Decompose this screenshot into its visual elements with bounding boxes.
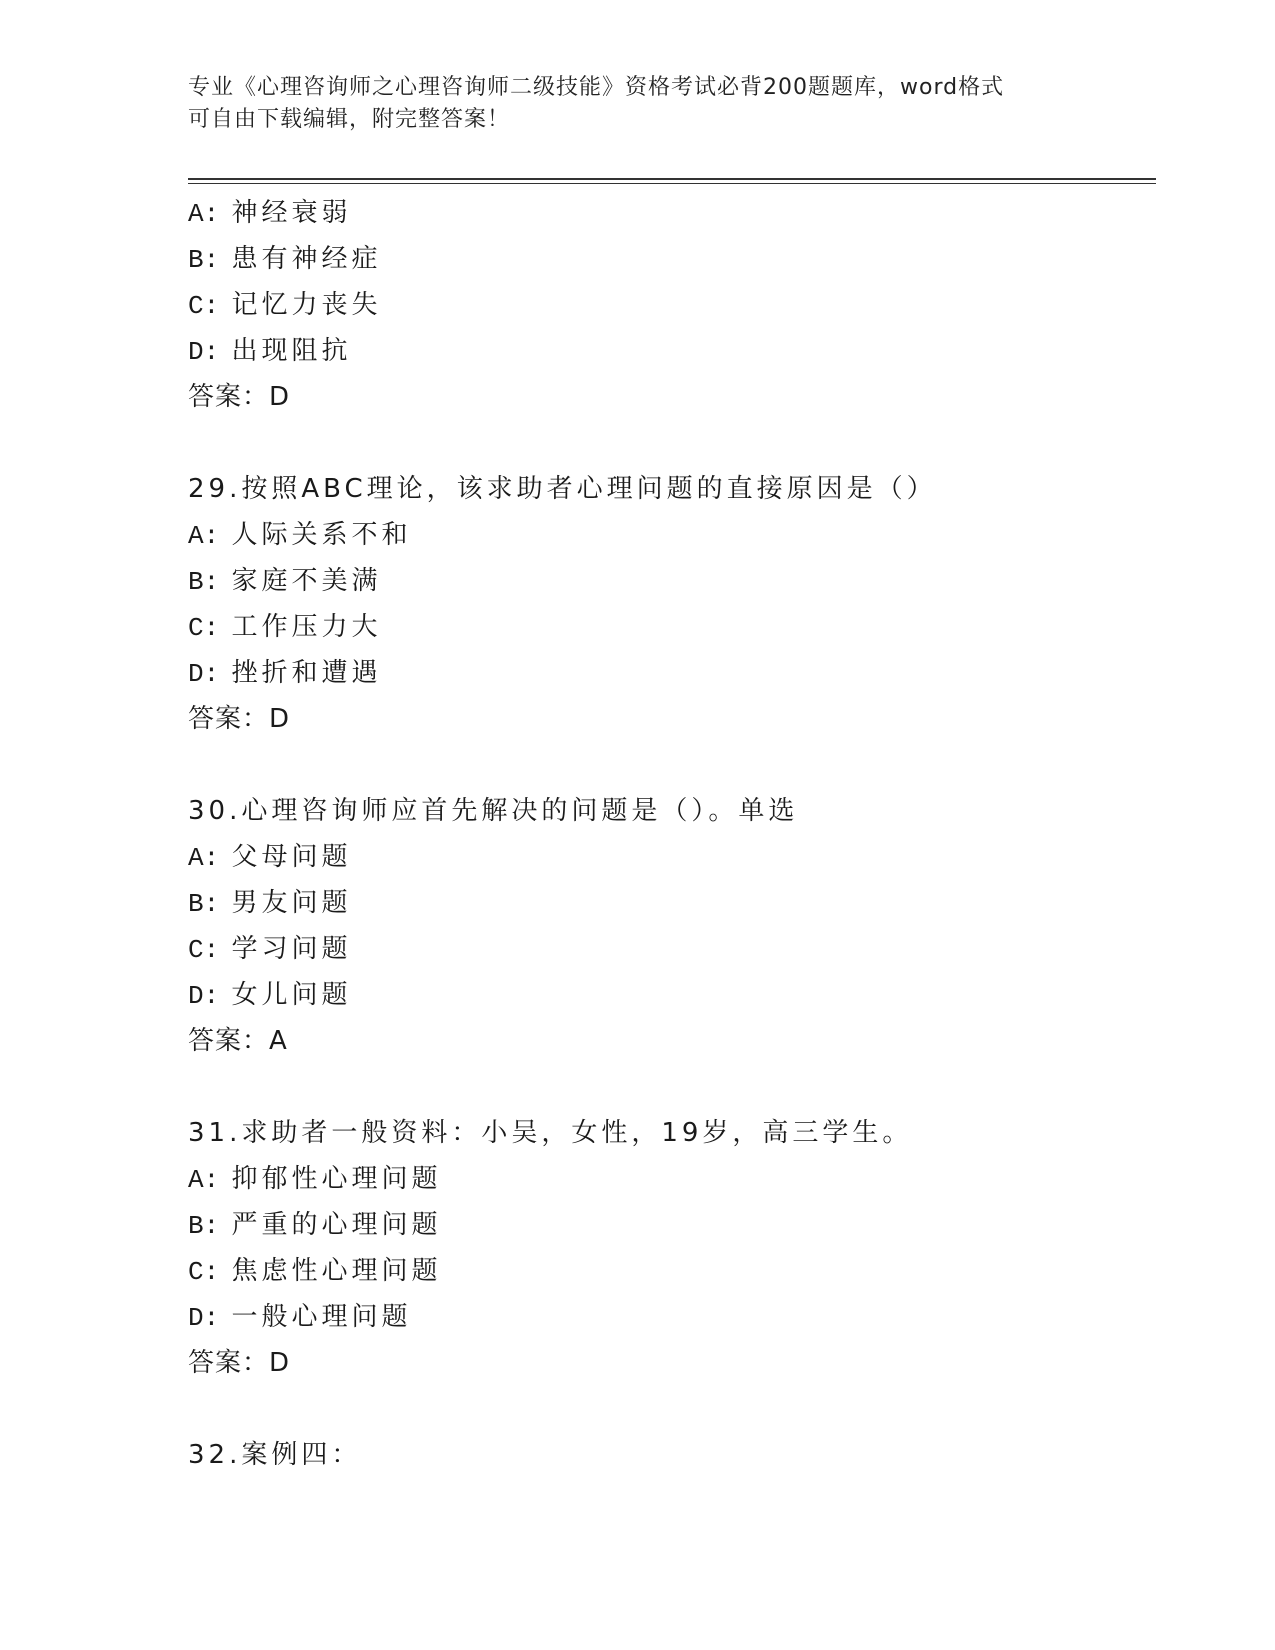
option-row	[188, 604, 1148, 650]
option-text: 学习问题	[231, 934, 352, 964]
question-text: 31.求助者一般资料：小吴，女性，19岁，高三学生。	[188, 1118, 913, 1148]
option-text: 工作压力大	[231, 612, 382, 642]
question-text: 32.案例四：	[188, 1440, 362, 1470]
option-letter: C:	[188, 935, 220, 965]
question-text: 29.按照ABC理论，该求助者心理问题的直接原因是（）	[188, 474, 937, 504]
question-block	[188, 742, 1148, 1064]
option-letter: A:	[188, 843, 220, 873]
question-block	[188, 1386, 1148, 1478]
option-text: 男友问题	[231, 888, 352, 918]
answer-text: 答案：D	[188, 704, 291, 734]
header-line-1: 专业《心理咨询师之心理咨询师二级技能》资格考试必背200题题库，word格式	[188, 75, 1005, 100]
option-letter: D:	[188, 337, 220, 367]
option-row	[188, 1156, 1148, 1202]
option-row	[188, 834, 1148, 880]
option-text: 抑郁性心理问题	[231, 1164, 442, 1194]
option-letter: B:	[188, 889, 220, 919]
answer-text: 答案：A	[188, 1026, 288, 1056]
option-row	[188, 512, 1148, 558]
document-header	[188, 72, 1088, 136]
option-letter: B:	[188, 245, 220, 275]
option-text: 挫折和遭遇	[231, 658, 382, 688]
option-row	[188, 880, 1148, 926]
option-letter: D:	[188, 1303, 220, 1333]
option-text: 人际关系不和	[231, 520, 412, 550]
option-text: 家庭不美满	[231, 566, 382, 596]
option-text: 出现阻抗	[231, 336, 352, 366]
answer-text: 答案：D	[188, 382, 291, 412]
block-spacer	[188, 1064, 1148, 1110]
option-row	[188, 1294, 1148, 1340]
option-row	[188, 1202, 1148, 1248]
question-block	[188, 420, 1148, 742]
header-rule-thick	[188, 178, 1156, 180]
option-text: 患有神经症	[231, 244, 382, 274]
option-row	[188, 190, 1148, 236]
option-text: 父母问题	[231, 842, 352, 872]
option-letter: C:	[188, 613, 220, 643]
option-row	[188, 1248, 1148, 1294]
option-letter: B:	[188, 1211, 220, 1241]
option-letter: C:	[188, 1257, 220, 1287]
header-rule-thin	[188, 183, 1156, 184]
question-block	[188, 190, 1148, 420]
option-row	[188, 972, 1148, 1018]
option-text: 一般心理问题	[231, 1302, 412, 1332]
option-letter: A:	[188, 521, 220, 551]
option-text: 神经衰弱	[231, 198, 352, 228]
option-row	[188, 558, 1148, 604]
option-text: 女儿问题	[231, 980, 352, 1010]
block-spacer	[188, 420, 1148, 466]
option-letter: A:	[188, 1165, 220, 1195]
question-text: 30.心理咨询师应首先解决的问题是（）。单选	[188, 796, 799, 826]
option-text: 记忆力丧失	[231, 290, 382, 320]
option-row	[188, 282, 1148, 328]
option-letter: C:	[188, 291, 220, 321]
option-row	[188, 650, 1148, 696]
block-spacer	[188, 742, 1148, 788]
option-letter: D:	[188, 659, 220, 689]
block-spacer	[188, 1386, 1148, 1432]
option-row	[188, 926, 1148, 972]
option-letter: B:	[188, 567, 220, 597]
question-block	[188, 1064, 1148, 1386]
option-row	[188, 328, 1148, 374]
option-letter: D:	[188, 981, 220, 1011]
option-text: 严重的心理问题	[231, 1210, 442, 1240]
header-line-2: 可自由下载编辑，附完整答案！	[188, 107, 511, 132]
option-row	[188, 236, 1148, 282]
option-text: 焦虑性心理问题	[231, 1256, 442, 1286]
option-letter: A:	[188, 199, 220, 229]
question-list	[188, 190, 1148, 1478]
answer-text: 答案：D	[188, 1348, 291, 1378]
